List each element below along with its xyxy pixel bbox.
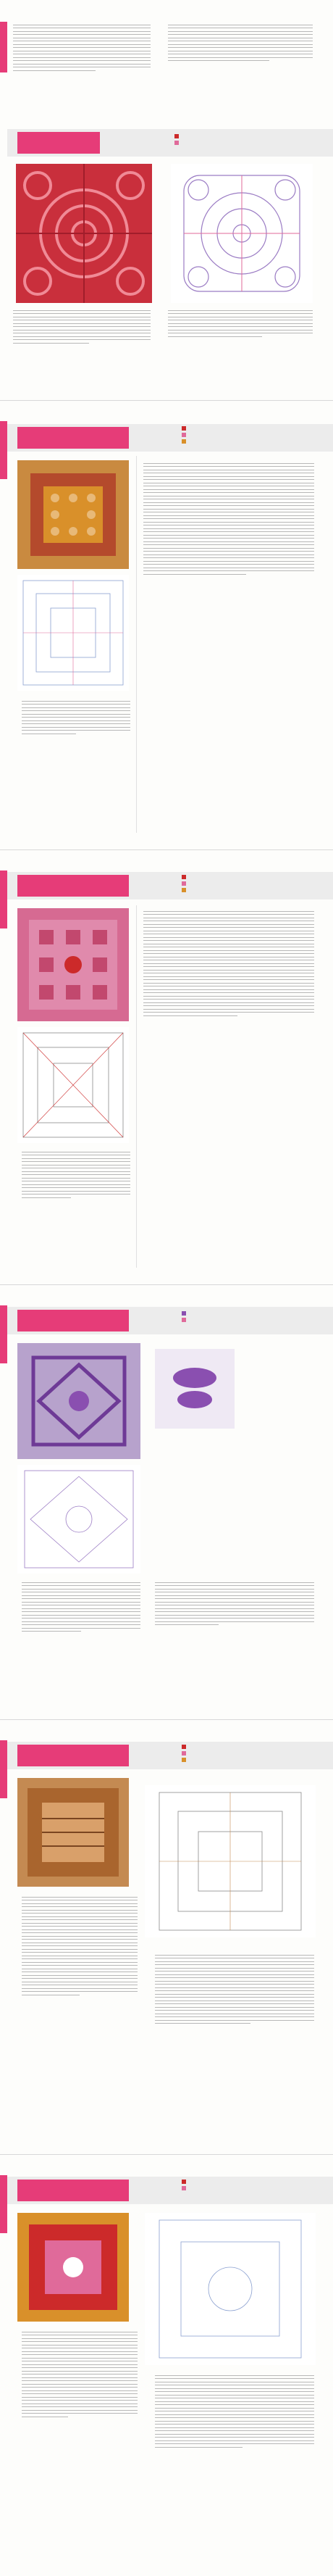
crochet-diagram <box>17 1465 140 1574</box>
crochet-chart-icon <box>171 164 313 303</box>
instructions-text-right <box>155 1579 314 1628</box>
crochet-texture-icon <box>17 908 129 1021</box>
side-tab <box>0 871 7 928</box>
side-tab <box>0 1740 7 1798</box>
instructions-text-bottom-right <box>168 307 313 339</box>
crochet-texture-icon <box>17 1343 140 1459</box>
instructions-text-left <box>22 2329 138 2419</box>
detail-photo <box>155 1349 235 1429</box>
crochet-chart-icon <box>17 575 129 691</box>
instructions-text-right <box>143 460 314 577</box>
motif-photo <box>17 1343 140 1459</box>
instructions-text-right <box>155 2372 314 2450</box>
yarn-legend-row <box>180 1756 186 1763</box>
crochet-diagram <box>17 1027 129 1143</box>
yarn-legend-row <box>180 2178 186 2185</box>
yarn-legend <box>180 2178 186 2191</box>
crochet-texture-icon <box>17 460 129 569</box>
crochet-chart-icon <box>17 1027 129 1143</box>
yarn-legend-row <box>180 1310 186 1316</box>
side-tab <box>0 22 7 72</box>
yarn-legend-row <box>180 1750 186 1756</box>
yarn-legend-row <box>180 2185 186 2191</box>
motif-photo <box>16 164 152 303</box>
crochet-chart-icon <box>145 1785 316 1937</box>
instructions-text-right <box>143 908 314 1018</box>
instructions-text-left <box>13 22 151 73</box>
side-tab <box>0 1305 7 1363</box>
yarn-legend-row <box>180 425 186 431</box>
instructions-text-bottom-left <box>13 307 151 346</box>
instructions-text-left <box>22 1894 138 1998</box>
motif-title <box>17 875 129 897</box>
yarn-legend <box>172 133 179 146</box>
yarn-legend-row <box>172 139 179 146</box>
instructions-text-left <box>22 1149 130 1200</box>
instructions-text-left <box>22 1579 140 1634</box>
crochet-texture-icon <box>17 2213 129 2322</box>
motif-title <box>17 132 100 154</box>
crochet-chart-icon <box>145 2213 316 2365</box>
page-1 <box>0 0 333 400</box>
yarn-legend-row <box>172 133 179 139</box>
side-tab <box>0 421 7 479</box>
crochet-diagram <box>145 2213 316 2365</box>
motif-photo <box>17 2213 129 2322</box>
yarn-legend <box>180 425 186 444</box>
motif-photo <box>17 1778 129 1887</box>
column-divider <box>136 456 137 833</box>
yarn-legend-row <box>180 438 186 444</box>
page-5 <box>0 1719 333 2155</box>
motif-photo <box>17 460 129 569</box>
side-tab <box>0 2175 7 2233</box>
page-3 <box>0 849 333 1285</box>
page-4 <box>0 1284 333 1720</box>
yarn-legend-row <box>180 873 186 880</box>
page-6 <box>0 2154 333 2576</box>
instructions-text-right <box>155 1952 314 2027</box>
instructions-text-left <box>22 698 130 736</box>
motif-photo <box>17 908 129 1021</box>
crochet-chart-icon <box>17 1465 140 1574</box>
yarn-legend-row <box>180 431 186 438</box>
motif-title <box>17 427 129 449</box>
crochet-diagram <box>145 1785 316 1937</box>
yarn-legend-row <box>180 886 186 893</box>
crochet-diagram <box>17 575 129 691</box>
motif-title <box>17 1310 129 1331</box>
yarn-legend <box>180 1310 186 1323</box>
yarn-legend <box>180 1743 186 1763</box>
crochet-diagram <box>171 164 313 303</box>
crochet-texture-icon <box>16 164 152 303</box>
yarn-legend <box>180 873 186 893</box>
yarn-legend-row <box>180 1316 186 1323</box>
motif-title <box>17 1745 129 1766</box>
stitch-detail-icon <box>155 1349 235 1429</box>
column-divider <box>136 905 137 1268</box>
yarn-legend-row <box>180 880 186 886</box>
motif-title <box>17 2180 129 2201</box>
page-2 <box>0 400 333 850</box>
instructions-text-right <box>168 22 313 64</box>
yarn-legend-row <box>180 1743 186 1750</box>
crochet-texture-icon <box>17 1778 129 1887</box>
